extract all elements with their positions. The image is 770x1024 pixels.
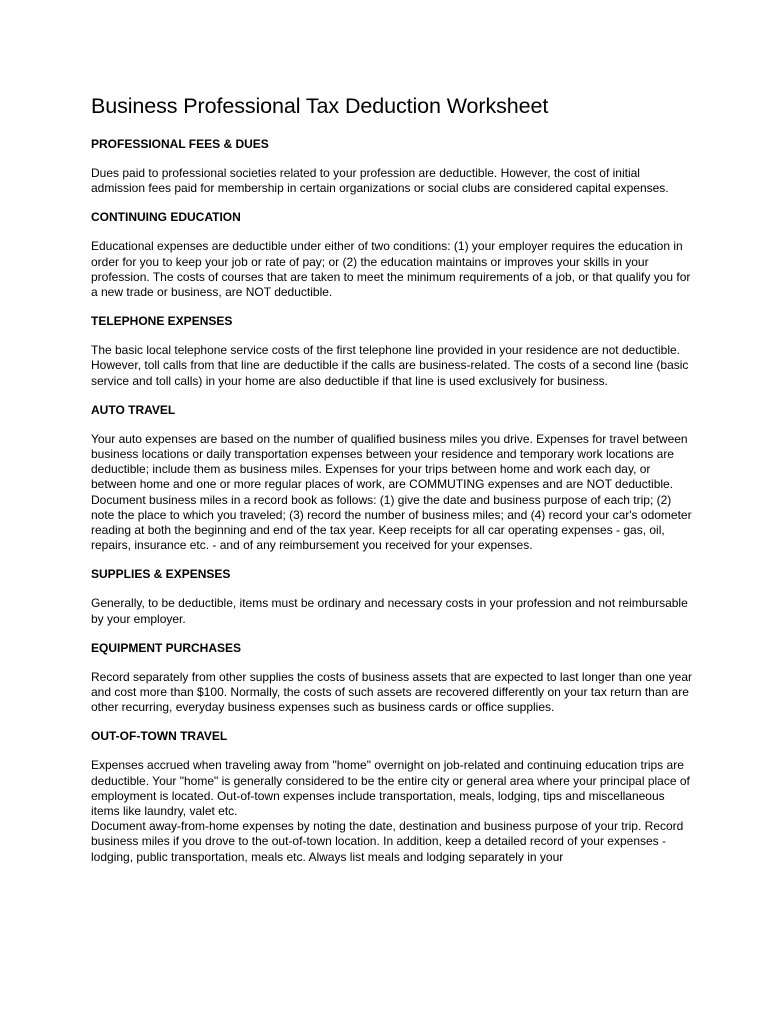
document-title: Business Professional Tax Deduction Worksheet [91, 94, 549, 118]
document-page [91, 92, 693, 879]
section-supplies-expenses [91, 567, 693, 626]
section-heading: SUPPLIES & EXPENSES [91, 567, 231, 582]
section-auto-travel [91, 403, 693, 554]
section-telephone-expenses [91, 314, 693, 389]
section-equipment-purchases [91, 641, 693, 716]
section-paragraph: Educational expenses are deductible under either of two conditions: (1) your employer requires the education in order for you to keep your job or rate of pay; or (2) the education maintains or improves your skills in your profession. The costs of courses that are taken to meet the minimum requirements of a job, or that qualify you for a new trade or business, are NOT deductible. [91, 239, 691, 300]
section-paragraph: Document business miles in a record book as follows: (1) give the date and business purpose of each trip; (2) note the place to which you traveled; (3) record the number of business miles; and (4) record your car's odometer reading at both the beginning and end of the tax year. Keep receipts for all car operating expenses - gas, oil, repairs, insurance etc. - and of any reimbursement you received for your expenses. [91, 492, 692, 553]
section-paragraph: Expenses accrued when traveling away from "home" overnight on job-related and continuing education trips are deductible. Your "home" is generally considered to be the entire city or general area where your principal place of employment is located. Out-of-town expenses include transportation, meals, lodging, tips and miscellaneous items like laundry, valet etc. [91, 758, 690, 819]
section-heading: EQUIPMENT PURCHASES [91, 640, 242, 655]
section-heading: TELEPHONE EXPENSES [91, 314, 233, 329]
section-paragraph: The basic local telephone service costs of the first telephone line provided in your residence are not deductible. However, toll calls from that line are deductible if the calls are business-related. The costs of a second line (basic service and toll calls) in your home are also deductible if that line is used exclusively for business. [91, 343, 689, 388]
section-heading: PROFESSIONAL FEES & DUES [91, 137, 269, 151]
section-heading: AUTO TRAVEL [91, 402, 176, 417]
section-out-of-town-travel [91, 729, 693, 864]
section-paragraph: Your auto expenses are based on the number of qualified business miles you drive. Expenses for travel between business locations or daily transportation expenses between your residence and temporary work locations are deductible; include them as business miles. Expenses for your trips between home and work each day, or between home and one or more regular places of work, are COMMUTING expenses and are NOT deductible. [91, 431, 688, 492]
section-paragraph: Dues paid to professional societies related to your profession are deductible. However, the cost of initial admission fees paid for membership in certain organizations or social clubs are considered capital expenses. [91, 166, 669, 196]
section-continuing-education [91, 210, 693, 300]
section-professional-fees [91, 137, 693, 196]
section-heading: CONTINUING EDUCATION [91, 210, 241, 225]
section-paragraph: Document away-from-home expenses by noting the date, destination and business purpose of your trip. Record business miles if you drove to the out-of-town location. In addition, keep a detailed record of your expenses - lodging, public transportation, meals etc. Always list meals and lodging separately in your [91, 819, 684, 864]
section-paragraph: Record separately from other supplies the costs of business assets that are expected to last longer than one year and cost more than $100. Normally, the costs of such assets are recovered differently on your tax return than are other recurring, everyday business expenses such as business cards or office supplies. [91, 669, 693, 715]
section-heading: OUT-OF-TOWN TRAVEL [91, 729, 228, 744]
section-paragraph: Generally, to be deductible, items must be ordinary and necessary costs in your profession and not reimbursable by your employer. [91, 596, 688, 626]
